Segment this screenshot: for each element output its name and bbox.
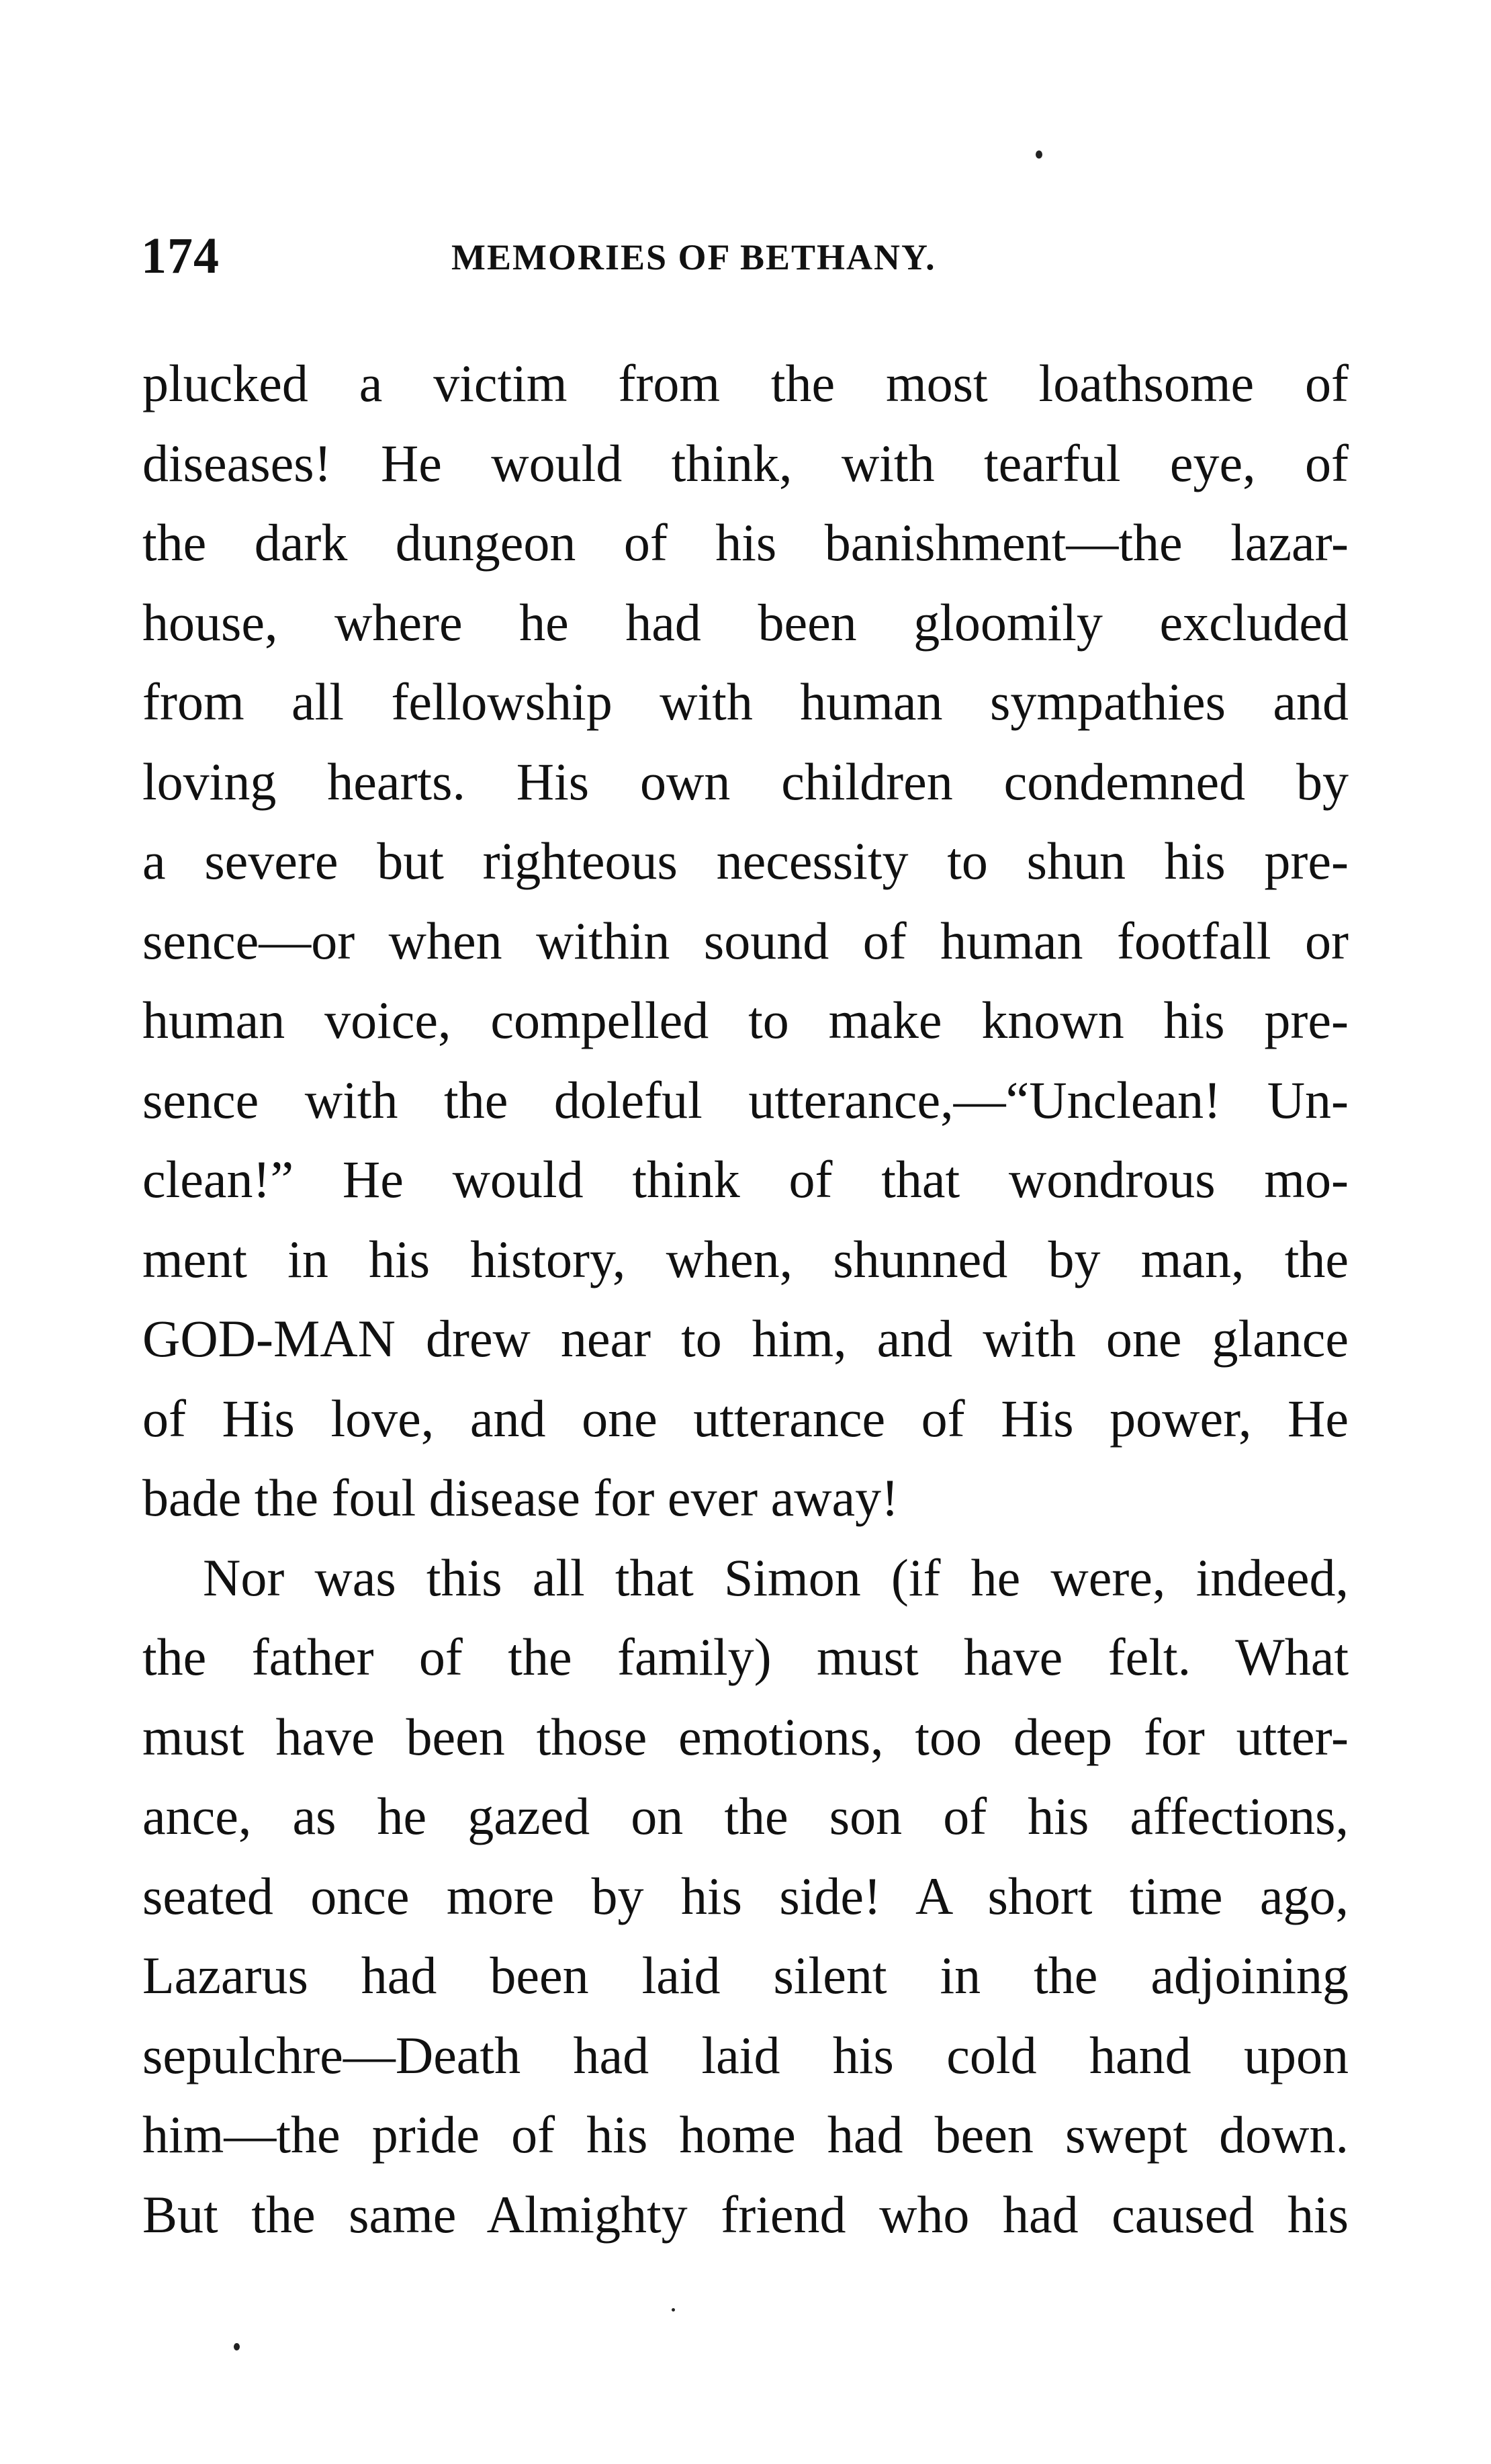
text-line: seated once more by his side! A short time ago, (142, 1866, 1349, 1925)
ink-speck (1036, 150, 1042, 159)
text-line: sence—or when within sound of human footfall or (142, 911, 1349, 970)
text-line: Lazarus had been laid silent in the adjoining (142, 1946, 1349, 2005)
text-line: a severe but righteous necessity to shun his pre- (142, 832, 1349, 890)
text-line: plucked a victim from the most loathsome of (142, 354, 1349, 412)
text-line: the dark dungeon of his banishment—the lazar- (142, 513, 1349, 572)
text-line: must have been those emotions, too deep for utter- (142, 1707, 1349, 1766)
text-line: clean!” He would think of that wondrous mo- (142, 1150, 1349, 1208)
paragraph-end-line: bade the foul disease for ever away! (142, 1468, 899, 1527)
text-line: house, where he had been gloomily excluded (142, 592, 1349, 652)
text-line: sepulchre—Death had laid his cold hand upon (142, 2025, 1349, 2084)
page-number: 174 (141, 228, 220, 284)
running-title: MEMORIES OF BETHANY. (451, 237, 936, 277)
text-line: human voice, compelled to make known his pre- (142, 991, 1349, 1049)
text-line: ment in his history, when, shunned by man, the (142, 1229, 1349, 1288)
text-line: the father of the family) must have felt. What (142, 1628, 1349, 1686)
text-line: But the same Almighty friend who had caused his (142, 2185, 1349, 2244)
ink-speck (234, 2343, 240, 2350)
text-line: him—the pride of his home had been swept down. (142, 2105, 1349, 2164)
text-line: ance, as he gazed on the son of his affections, (142, 1787, 1349, 1845)
paragraph-start-line: Nor was this all that Simon (if he were, indeed, (203, 1548, 1349, 1607)
ink-speck (672, 2308, 675, 2312)
text-line: from all fellowship with human sympathies and (142, 672, 1349, 731)
text-line: diseases! He would think, with tearful eye, of (142, 433, 1349, 492)
text-line: of His love, and one utterance of His power, He (142, 1389, 1349, 1448)
text-line: sence with the doleful utterance,—“Unclean! Un- (142, 1070, 1349, 1129)
body-text (142, 344, 1349, 2254)
text-line: GOD-MAN drew near to him, and with one glance (142, 1309, 1349, 1368)
running-head (141, 227, 1350, 284)
text-line: loving hearts. His own children condemned by (142, 752, 1349, 811)
